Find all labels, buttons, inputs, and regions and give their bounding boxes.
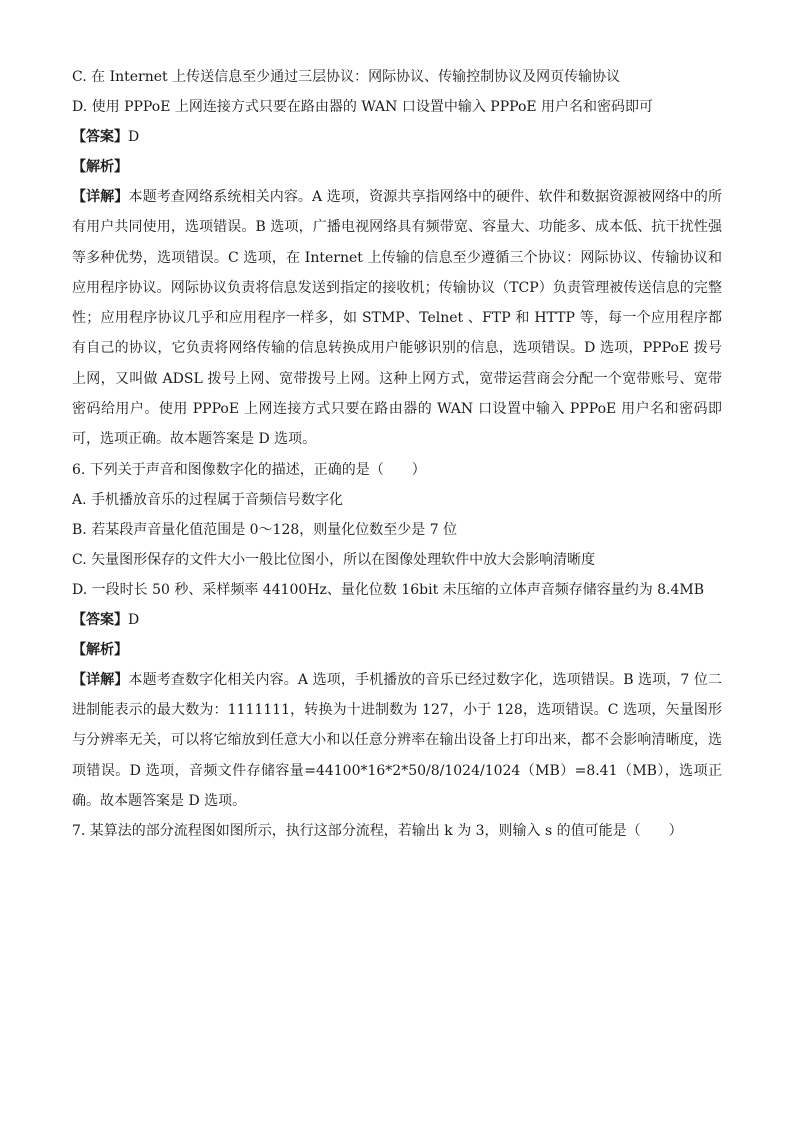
q5-option-c: C. 在 Internet 上传送信息至少通过三层协议：网际协议、传输控制协议及网页传输协议: [72, 69, 621, 85]
q7-stem: 7. 某算法的部分流程图如图所示，执行这部分流程，若输出 k 为 3，则输入 s 的值可能是（ ）: [72, 823, 683, 840]
q6-option-b: B. 若某段声音量化值范围是 0～128，则量化位数至少是 7 位: [72, 521, 458, 538]
q6-answer: [72, 605, 722, 635]
q6-detail: [72, 665, 722, 816]
q5-detail-text: 本题考查网络系统相关内容。A 选项，资源共享指网络中的硬件、软件和数据资源被网络中的所有用户共同使用，选项错误。B 选项，广播电视网络具有频带宽、容量大、功能多、成本低、抗干扰性强等多种优势，选项错误。C 选项，在 Internet 上传输的信息至少遵循三个协议：网际协议、传输协议和应用程序协议。网际协议负责将信息发送到指定的接收机；传输协议（TCP）负责管理被传送信息的完整性；应用程序协议几乎和应用程序一样多，如 STMP、Telnet 、FTP 和 HTTP 等，每一个应用程序都有自己的协议，它负责将网络传输的信息转换成用户能够识别的信息，选项错误。D 选项，PPPoE 拨号上网，又叫做 ADSL 拨号上网、宽带拨号上网。这种上网方式，宽带运营商会分配一个宽带账号、宽带密码给用户。使用 PPPoE 上网连接方式只要在路由器的 WAN 口设置中输入 PPPoE 用户名和密码即可，选项正确。故本题答案是 D 选项。: [72, 189, 722, 448]
q6-detail-text: 本题考查数字化相关内容。A 选项，手机播放的音乐已经过数字化，选项错误。B 选项，7 位二进制能表示的最大数为：1111111，转换为十进制数为 127，小于 128，选项错误。C 选项，矢量图形与分辨率无关，可以将它缩放到任意大小和以任意分辨率在输出设备上打印出来，都不会影响清晰度，选项错误。D 选项，音频文件存储容量=44100*16*2*50/8/1024/1024（MB）=8.41（MB），选项正确。故本题答案是 D 选项。: [72, 671, 723, 809]
q5-detail: [72, 182, 722, 455]
q6-option-d: D. 一段时长 50 秒、采样频率 44100Hz、量化位数 16bit 未压缩的立体声音频存储容量约为 8.4MB: [72, 581, 705, 598]
q6-analysis-label: 【解析】: [72, 641, 128, 658]
q6-option-a: A. 手机播放音乐的过程属于音频信号数字化: [72, 491, 344, 508]
q5-analysis-label: 【解析】: [72, 159, 128, 175]
q6-stem: 6. 下列关于声音和图像数字化的描述，正确的是（ ）: [72, 461, 426, 478]
q5-answer-value: D: [128, 129, 140, 145]
q6-answer-value: D: [128, 611, 140, 628]
q5-option-d: D. 使用 PPPoE 上网连接方式只要在路由器的 WAN 口设置中输入 PPPoE 用户名和密码即可: [72, 99, 654, 115]
q6-option-c: C. 矢量图形保存的文件大小一般比位图小，所以在图像处理软件中放大会影响清晰度: [72, 551, 596, 568]
q5-answer-label: 【答案】: [72, 129, 128, 145]
q5-detail-label: 【详解】: [72, 189, 129, 205]
q5-answer: [72, 122, 722, 152]
q6-answer-label: 【答案】: [72, 611, 128, 628]
document-page: [72, 62, 722, 846]
q6-detail-label: 【详解】: [72, 671, 129, 688]
